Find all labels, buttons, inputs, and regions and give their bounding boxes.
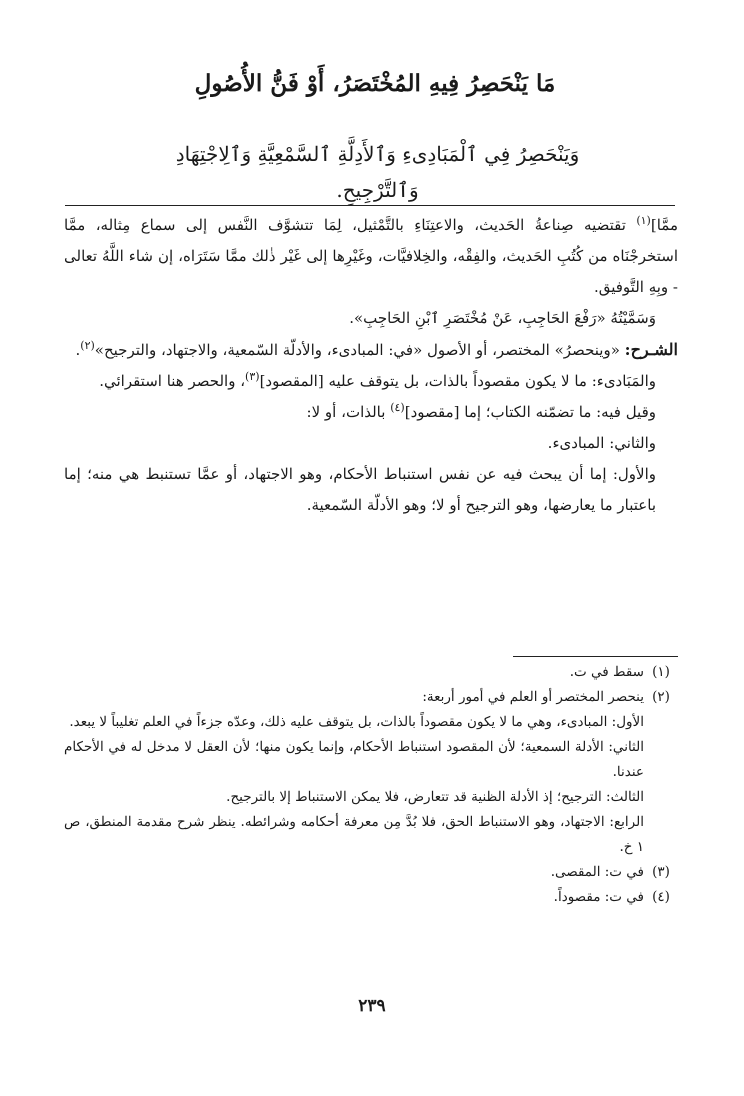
paragraph-6: والثاني: المبادىء. <box>547 434 656 452</box>
footnote-number: (١) <box>652 664 670 680</box>
footnote-4 <box>64 885 678 910</box>
footnotes <box>64 660 678 910</box>
footnote-1 <box>64 660 678 685</box>
footnote-number: (٣) <box>652 864 670 880</box>
paragraph-5: وقيل فيه: ما تضمّنه الكتاب؛ إما [مقصود]$^{(٤)}$ بالذات، أو لا: <box>306 401 656 421</box>
sharh-label: الشـرح: <box>624 340 678 359</box>
footnote-number: (٤) <box>652 889 670 905</box>
footnote-number: (٢) <box>652 689 670 705</box>
footnote-ref-3: (٣) <box>245 370 260 383</box>
footnote-2 <box>64 685 678 860</box>
footnote-line: سقط في ت. <box>569 664 644 680</box>
paragraph-1: ممَّا]$^{(١)}$ تقتضيه صِناعةُ الحَديث، والاعتِنَاءِ بالتَّمْثيل، لِمَا تتشوَّف النَّفس إلى سماع مِثاله، ممَّا استخرجْنَاه من كُتُبِ الحَديث، والفِقْه، والخِلافيَّات، وغَيْرِها إلى غَيْر ذٰلك ممَّا سَتَرَاه، إن شاء اللَّهُ تعالى - وبِهِ التَّوفيق. <box>64 214 678 296</box>
footnote-line: الثاني: الأدلة السمعية؛ لأن المقصود استنباط الأحكام، وإنما يكون منها؛ لأن العقل لا مدخل له في الأحكام عندنا. <box>64 739 644 780</box>
footnote-ref-1: (١) <box>636 214 651 227</box>
paragraph-2: وَسَمَّيْتُهُ «رَفْعَ الحَاجِبِ، عَنْ مُخْتَصَرِ ٱبْنِ الحَاجِبِ». <box>349 309 656 327</box>
footnote-line: في ت: مقصوداً. <box>553 889 644 905</box>
paragraph-7: والأول: إما أن يبحث فيه عن نفس استنباط الأحكام، وهو الاجتهاد، أو عمَّا تستنبط هي منه؛ إما باعتبار ما يعارضها، وهو الترجيح أو لا؛ وهو الأدلّة السّمعية. <box>64 465 656 514</box>
footnote-divider <box>513 656 678 657</box>
page-number: ٢٣٩ <box>358 996 386 1016</box>
section-title: مَا يَنْحَصِرُ فِيهِ المُخْتَصَرُ، أَوْ فَنُّ الأُصُولِ <box>194 70 556 97</box>
paragraph-3: الشـرح: «وينحصرُ» المختصر، أو الأصول «في: المبادىء، والأدلّة السّمعية، والاجتهاد، والترجيح»$^{(٢)}$. <box>75 339 678 359</box>
matn-text: وَيَنْحَصِرُ فِي ٱلْمَبَادِىءِ وَٱلأَدِلَّةِ ٱلسَّمْعِيَّةِ وَٱلِاجْتِهَادِ وَٱلتَّرْجِيحِ. <box>175 142 580 202</box>
footnote-line: الثالث: الترجيح؛ إذ الأدلة الظنية قد تتعارض، فلا يمكن الاستنباط إلا بالترجيح. <box>226 789 644 805</box>
footnote-ref-2: (٢) <box>80 339 95 352</box>
footnote-ref-4: (٤) <box>390 401 405 414</box>
divider-rule <box>65 205 675 206</box>
footnote-line: ينحصر المختصر أو العلم في أمور أربعة: <box>422 689 644 705</box>
footnote-line: الأول: المبادىء، وهي ما لا يكون مقصوداً بالذات، بل يتوقف عليه ذلك، وعدّه جزءاً في العلم تغليباً لا يبعد. <box>69 714 644 730</box>
commentary-body <box>64 210 678 521</box>
footnote-line: الرابع: الاجتهاد، وهو الاستنباط الحق، فلا بُدَّ مِن معرفة أحكامه وشرائطه. ينظر شرح مقدمة المنطق، ص ١ خ. <box>64 814 644 855</box>
footnote-line: في ت: المقصى. <box>550 864 644 880</box>
paragraph-4: والمَبَادىء: ما لا يكون مقصوداً بالذات، بل يتوقف عليه [المقصود]$^{(٣)}$، والحصر هنا استقرائي. <box>99 370 656 390</box>
footnote-3 <box>64 860 678 885</box>
